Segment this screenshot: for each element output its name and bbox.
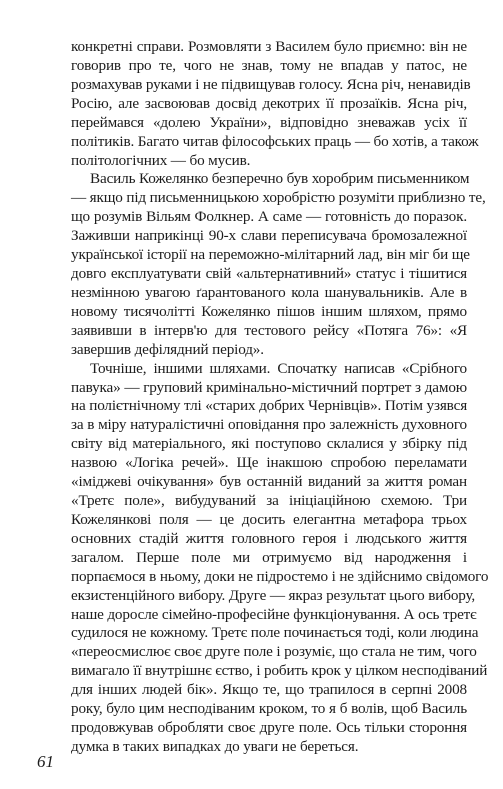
text-line: основних стадій життя головного героя і людського життя xyxy=(71,529,467,547)
text-line: завершив дефілядний період». xyxy=(71,340,264,358)
text-line: «переосмислює своє друге поле і розуміє, що стала не тим, чого xyxy=(71,643,477,661)
text-line: порпаємося в ньому, доки не підростемо і не здійснимо свідомого xyxy=(71,567,489,585)
text-line: новому тисячолітті Кожелянко пішов іншим шляхом, прямо xyxy=(71,302,467,320)
text-line: що розумів Вільям Фолкнер. А саме — готовність до поразок. xyxy=(71,208,467,226)
text-line: Точніше, іншими шляхами. Спочатку написав «Срібного xyxy=(90,359,467,377)
text-line: судилося не кожному. Третє поле починається тоді, коли людина xyxy=(71,624,479,642)
text-line: року, було цим несподіваним кроком, то я б волів, щоб Василь xyxy=(71,700,467,718)
text-line: політологічних — бо мусив. xyxy=(71,151,251,169)
text-line: розмахував руками і не підвищував голосу. Ясна річ, ненавидів xyxy=(71,75,471,93)
text-line: довго експлуатувати свій «альтернативний» статус і тішитися xyxy=(71,265,467,283)
text-line: Василь Кожелянко безперечно був хоробрим письменником xyxy=(90,170,470,188)
text-line: Заживши наприкінці 90-х слави переписувача бромозалежної xyxy=(71,227,467,245)
text-line: за в міру натуралістичні оповідання про залежність духовного xyxy=(71,416,467,434)
text-line: назвою «Логіка речей». Ще інакшою спробою переламати xyxy=(71,454,467,472)
text-line: думка в таких випадках до уваги не береться. xyxy=(71,738,359,755)
text-line: української історії на переможно-мілітарний лад, він міг би ще xyxy=(71,246,470,264)
text-line: продовжував обробляти своє друге поле. Ось тільки стороння xyxy=(71,719,467,737)
text-line: Росію, але засвоював досвід декотрих її прозаїків. Ясна річ, xyxy=(71,94,467,112)
text-line: «Третє поле», вибудуваний за ініціаційною схемою. Три xyxy=(71,492,467,510)
text-line: загалом. Перше поле ми отримуємо від народження і xyxy=(71,548,467,566)
text-line: переймався «долею України», відповідно зневажав усіх її xyxy=(71,113,467,131)
text-line: Кожелянкові поля — це досить елегантна метафора трьох xyxy=(71,510,467,528)
page-number: 61 xyxy=(37,752,54,771)
text-line: вимагало її внутрішнє єство, і робить крок у цілком несподіваний xyxy=(71,662,488,680)
text-line: незмінною увагою ґарантованого кола шанувальників. Але в xyxy=(71,283,467,301)
text-line: заявивши в інтерв'ю для тестового рейсу «Потяга 76»: «Я xyxy=(71,321,467,339)
text-line: павука» — груповий кримінально-містичний портрет з дамою xyxy=(71,378,467,396)
text-line: «імідж​еві очікування» був останній виданий за життя роман xyxy=(71,473,467,491)
text-line: наше доросле сімейно-професійне функціонування. А ось третє xyxy=(71,605,477,623)
text-line: говорив про те, чого не знав, тому не впадав у патос, не xyxy=(71,56,467,74)
text-line: екзистенційного вибору. Друге — якраз результат цього вибору, xyxy=(71,586,476,604)
text-line: — якщо під письменницькою хоробрістю розуміти приблизно те, xyxy=(71,189,486,207)
text-line: конкретні справи. Розмовляти з Василем було приємно: він не xyxy=(71,38,467,55)
text-line: для інших людей бік». Якщо те, що трапилося в серпні 2008 xyxy=(71,681,467,699)
text-line: на полієтнічному тлі «старих добрих Чернівців». Потім узявся xyxy=(71,397,468,415)
text-line: політиків. Багато читав філософських праць — бо хотів, а також xyxy=(71,132,479,150)
text-line: світу від матеріального, які поступово склалися у збірку під xyxy=(71,435,467,453)
